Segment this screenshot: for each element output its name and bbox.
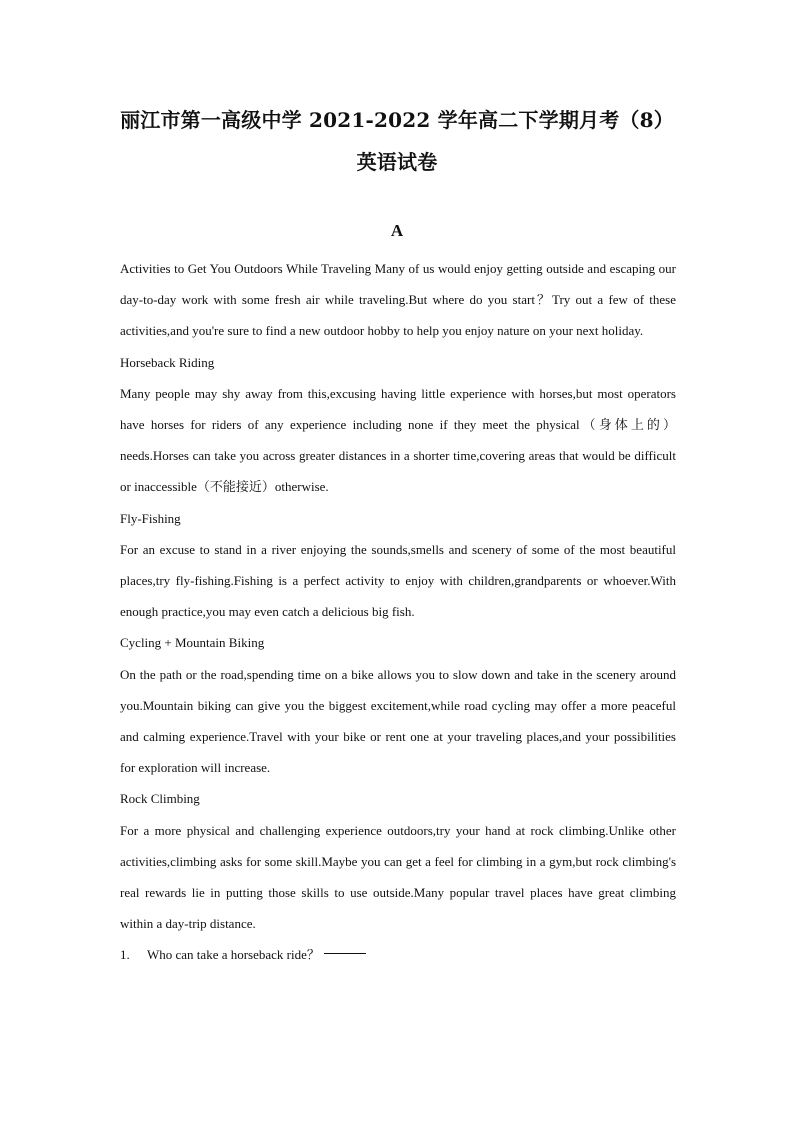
question-item [120,939,676,970]
activity-heading-cycling: Cycling + Mountain Biking [120,635,265,651]
activity-heading-horseback: Horseback Riding [120,354,215,370]
activity-paragraph-horseback: Many people may shy away from this,excusing having little experience with horses,but most operators have horses for riders of any experience including none if they meet the physical（身体上的）needs.Horses can take you across greater distances in a shorter time,covering areas that would be difficult or inaccessible（不能接近）otherwise. [120,385,676,495]
section-label: A [390,221,404,240]
activity-paragraph-cycling: On the path or the road,spending time on a bike allows you to slow down and take in the scenery around you.Mountain biking can give you the biggest excitement,while road cycling may offer a more peaceful and calming experience.Travel with your bike or rent one at your traveling places,and your possibilities for exploration will increase. [120,666,676,776]
exam-subtitle: 英语试卷 [356,150,438,174]
activity-paragraph-rock-climbing: For a more physical and challenging experience outdoors,try your hand at rock climbing.Unlike other activities,climbing asks for some skill.Maybe you can get a feel for climbing in a gym,but rock climbing's real rewards lie in putting those skills to use outside.Many popular travel places have great climbing within a day-trip distance. [120,822,676,932]
question-text: Who can take a horseback ride？ [147,947,320,963]
answer-blank[interactable] [324,939,366,954]
activity-heading-fly-fishing: Fly-Fishing [120,510,181,526]
activity-heading-rock-climbing: Rock Climbing [120,791,200,807]
exam-title: 丽江市第一高级中学 2021-2022 学年高二下学期月考（8） [120,108,674,132]
intro-paragraph: Activities to Get You Outdoors While Traveling Many of us would enjoy getting outside and escaping our day-to-day work with some fresh air while traveling.But where do you start？Try out a few of these activities,and you're sure to find a new outdoor hobby to help you enjoy nature on your next holiday. [120,261,676,339]
question-number: 1. [120,947,130,963]
activity-paragraph-fly-fishing: For an excuse to stand in a river enjoying the sounds,smells and scenery of some of the most beautiful places,try fly-fishing.Fishing is a perfect activity to enjoy with children,grandparents or whoever.With enough practice,you may even catch a delicious big fish. [120,541,676,620]
reading-passage [120,253,676,971]
